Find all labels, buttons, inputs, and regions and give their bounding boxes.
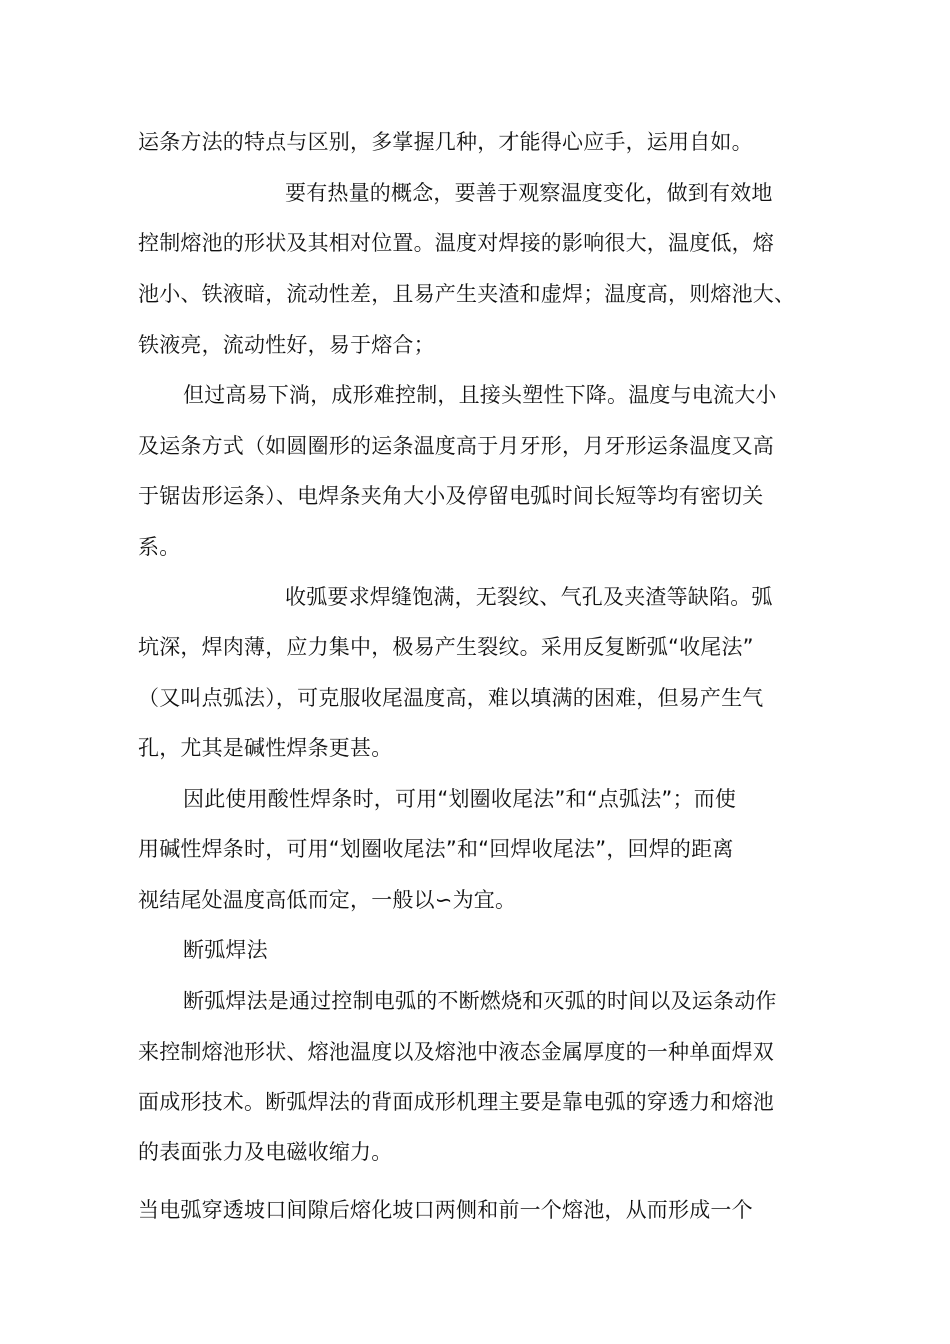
text-line: 及运条方式（如圆圈形的运条温度高于月牙形，月牙形运条温度又高 (138, 434, 774, 458)
text-line: 收弧要求焊缝饱满，无裂纹、气孔及夹渣等缺陷。弧 (285, 585, 773, 609)
text-line: 断弧焊法是通过控制电弧的不断燃烧和灭弧的时间以及运条动作 (183, 989, 777, 1013)
text-line: 运条方法的特点与区别，多掌握几种，才能得心应手，运用自如。 (138, 130, 753, 154)
text-line: 于锯齿形运条）、电焊条夹角大小及停留电弧时间长短等均有密切关 (138, 484, 764, 508)
text-line: 面成形技术。断弧焊法的背面成形机理主要是靠电弧的穿透力和熔池 (138, 1090, 774, 1114)
text-line: 当电弧穿透坡口间隙后熔化坡口两侧和前一个熔池，从而形成一个 (138, 1198, 753, 1222)
text-line: 的表面张力及电磁收缩力。 (138, 1140, 393, 1164)
text-line: 来控制熔池形状、熔池温度以及熔池中液态金属厚度的一种单面焊双 (138, 1040, 774, 1064)
text-line: 因此使用酸性焊条时，可用“划圈收尾法”和“点弧法”；而使 (183, 787, 737, 811)
text-line: 控制熔池的形状及其相对位置。温度对焊接的影响很大，温度低，熔 (138, 231, 774, 255)
text-line: 孔，尤其是碱性焊条更甚。 (138, 736, 393, 760)
text-line: 用碱性焊条时，可用“划圈收尾法”和“回焊收尾法”，回焊的距离 (138, 837, 734, 861)
text-line: 但过高易下淌，成形难控制，且接头塑性下降。温度与电流大小 (183, 383, 777, 407)
text-line: 池小、铁液暗，流动性差，且易产生夹渣和虚焊；温度高，则熔池大、 (138, 282, 796, 306)
text-line: 坑深，焊肉薄，应力集中，极易产生裂纹。采用反复断弧“收尾法” (138, 635, 754, 659)
text-line: 铁液亮，流动性好，易于熔合； (138, 333, 435, 357)
section-heading: 断弧焊法 (183, 938, 268, 962)
text-line: 系。 (138, 535, 181, 559)
text-line: （又叫点弧法），可克服收尾温度高，难以填满的困难，但易产生气 (138, 686, 764, 710)
text-line: 要有热量的概念，要善于观察温度变化，做到有效地 (285, 181, 773, 205)
text-line: 视结尾处温度高低而定，一般以∽为宜。 (138, 888, 517, 912)
